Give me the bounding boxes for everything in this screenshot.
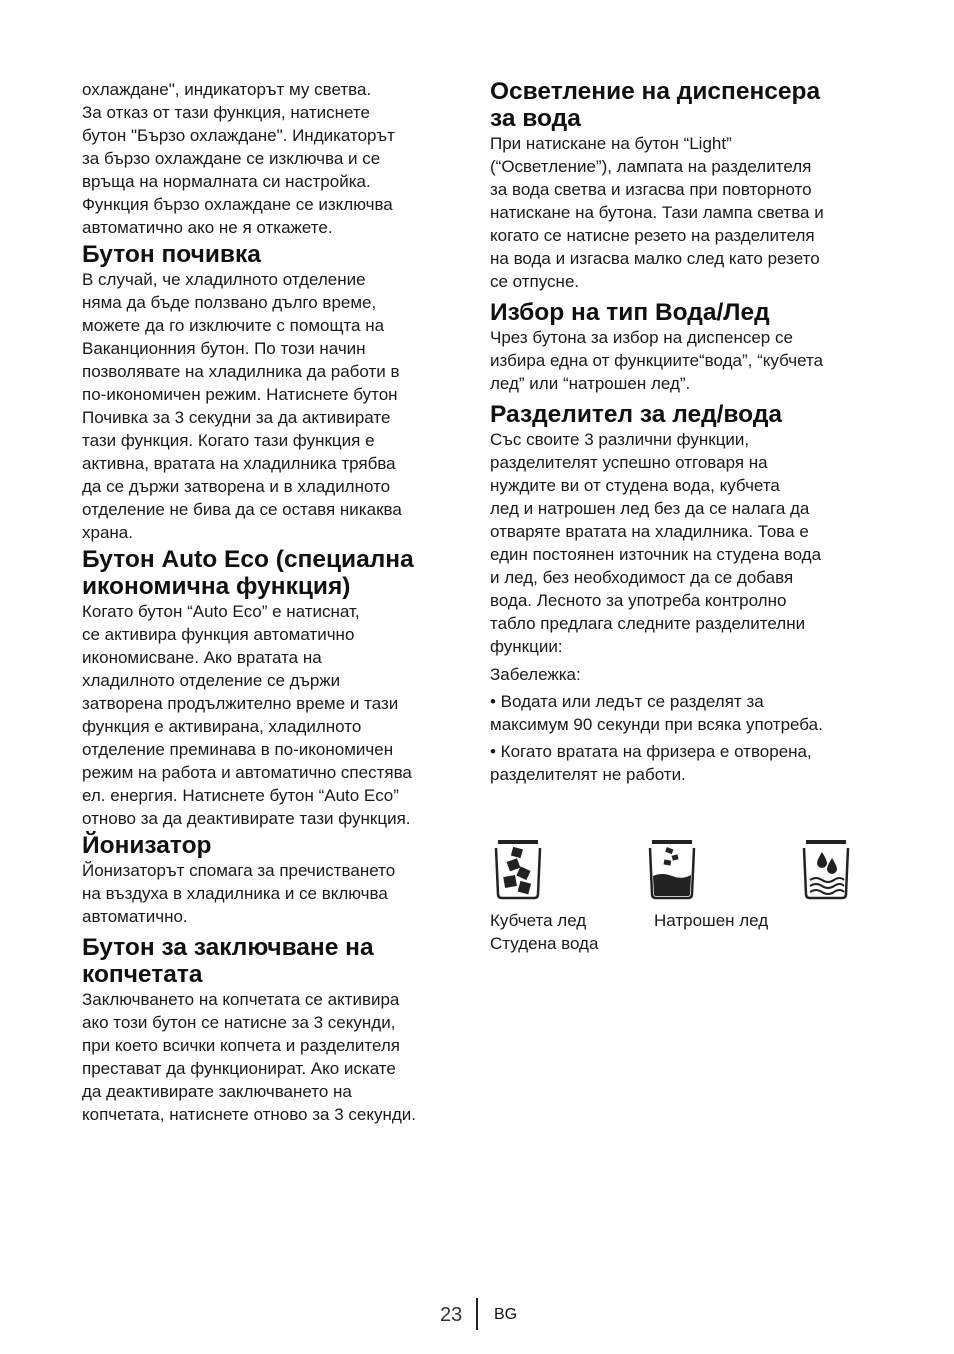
footer-divider xyxy=(476,1298,478,1330)
note-bullet-2: • Когато вратата на фризера е отворена, разделителят не работи. xyxy=(490,742,812,784)
language-code: BG xyxy=(494,1306,518,1323)
heading-vacation-button: Бутон почивка xyxy=(82,241,261,268)
page-number: 23 xyxy=(440,1304,463,1326)
key-lock-paragraph: Заключването на копчетата се активира ако този бутон се натисне за 3 секунди, при което всички копчета и разделителя престават да функционират. Ако искате да деактивирате заключването на копчетата, натиснете отново за 3 секунди. xyxy=(82,990,416,1124)
vacation-paragraph: В случай, че хладилното отделение няма да бъде ползвано дълго време, можете да го изключите с помощта на Ваканционния бутон. По този начин позволявате на хладилника да работи в по-икономичен режим. Натиснете бутон Почивка за 3 секудни за да активирате тази функция. Когато тази функция е активна, вратата на хладилника трябва да се държи затворена и в хладилното отделение не бива да се оставя никаква храна. xyxy=(82,270,402,542)
ionizer-paragraph: Йонизаторът спомага за пречистването на въздуха в хладилника и се включва автоматично. xyxy=(82,861,396,926)
intro-paragraph: охлаждане", индикаторът му светва. За отказ от тази функция, натиснете бутон "Бързо охлаждане". Индикаторът за бързо охлаждане се изключва и се връща на нормалната си настройка. Функция бързо охлаждане се изключва автоматично ако не я откажете. xyxy=(82,80,395,237)
heading-water-ice-select: Избор на тип Вода/Лед xyxy=(490,299,770,326)
note-label: Забележка: xyxy=(490,665,581,684)
crushed-ice-icon xyxy=(646,838,704,900)
caption-crushed-ice: Натрошен лед xyxy=(654,911,769,930)
cold-water-icon xyxy=(800,838,858,900)
heading-dispenser-light: Осветление на диспенсера за вода xyxy=(490,78,821,132)
heading-ice-water-dispenser: Разделител за лед/вода xyxy=(490,401,782,428)
water-ice-select-paragraph: Чрез бутона за избор на диспенсер се избира една от функциите“вода”, “кубчета лед” или “натрошен лед”. xyxy=(490,328,824,393)
caption-cold-water: Студена вода xyxy=(490,934,599,953)
right-column xyxy=(490,78,874,786)
heading-auto-eco: Бутон Auto Eco (специална икономична функция) xyxy=(82,546,414,600)
ice-water-dispenser-paragraph: Със своите 3 различни функции, разделителят успешно отговаря на нуждите ви от студена вода, кубчета лед и натрошен лед без да се налага да отваряте вратата на хладилника. Това е един постоянен източник на студена вода и лед, без необходимост да се добавя вода. Лесното за употреба контролно табло предлага следните разделителни функции: xyxy=(490,430,822,656)
left-column xyxy=(82,78,464,1126)
dispenser-light-paragraph: При натискане на бутон “Light” (“Осветление”), лампата на разделителя за вода светва и изгасва при повторното натискане на бутона. Тази лампа светва и когато се натисне резето на разделителя на вода и изгасва малко след като резето се отпусне. xyxy=(490,134,824,291)
auto-eco-paragraph: Когато бутон “Auto Eco” е натиснат, се активира функция автоматично икономисване. Ако вратата на хладилното отделение се държи затворена продължително време и тази функция е активирана, хладилното отделение преминава в по-икономичен режим на работа и автоматично спестява ел. енергия. Натиснете бутон “Auto Eco” отново за да деактивирате тази функция. xyxy=(82,602,412,828)
ice-cubes-icon xyxy=(492,838,550,900)
caption-ice-cubes: Кубчета лед xyxy=(490,911,587,930)
heading-ionizer: Йонизатор xyxy=(82,832,212,859)
note-bullet-1: • Водата или ледът се разделят за максимум 90 секунди при всяка употреба. xyxy=(490,692,823,734)
heading-key-lock: Бутон за заключване на копчетата xyxy=(82,934,374,988)
